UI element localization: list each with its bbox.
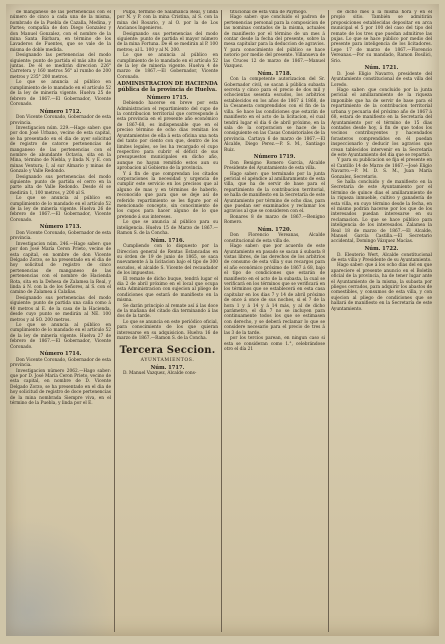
notice-number-heading: Núm. 1717. [150,364,185,371]
notice-number-heading: Número 1719. [253,154,296,161]
notice-number-heading: Número 1713. [39,224,82,231]
paragraph: Don Vicente Coronado, Gobernador de esta provincia. [10,115,111,126]
notice-number-heading: Número 1712. [39,108,82,115]
column-3 [224,10,325,632]
newspaper-page [6,4,439,636]
notice-number-heading: Núm. 1720. [257,226,292,233]
paragraph: Y para su publicacion se fija el presente en el Cantillo 14 de Marzo de 1867.—José Eligio Navarro.—P. M. D. S. M., Juan María Gonzalez, Secretario. [331,158,432,180]
notice-number-heading: Núm. 1718. [257,70,292,77]
paragraph: Bonares 8 de marzo de 1867.—Benigno Romero. [224,214,325,226]
paragraph: D. Manuel Vazquez, Alcalde cons- [123,371,197,377]
paragraph: Se halla concluido y de manifiesto en la Secretaría de este Ayuntamiento por el término de quince dias el amillaramiento de la riqueza inmueble, cultivo y ganadería de esta villa, en cuyo término desde la fecha, en el mismo podrán hacerse por los que de los interesados puedan interesarse en su reclamacion. Lo que se hace público para inteligencia de los interesados. Zalamea la Real 18 de marzo de 1867.—El Alcalde, Manuel García Castilla.—El Secretario accidental, Domingo Vázquez Macías. [331,179,432,245]
column-rule [328,10,329,632]
office-heading: ADMINISTRACION DE HACIENDA pública de la provincia de Huelva. [117,81,218,94]
paragraph: titucional de esta villa de Paymogo. [230,10,308,15]
notice-number-heading: Número 1715. [146,94,189,101]
paragraph: Debiendo hacerse en breve por esta Administracion el repartimiento del cupo de la contribucion territorial que corresponde á esta provincia en el presente año económico de 1867-68, es indispensable que en el preciso término de ocho dias remitan los Ayuntamientos de ella á esta oficina una nota del tanto por ciento con que, dentro de los limites legales, se les ha recargado el cupo respectivo para cubrir el déficit de sus presupuestos municipales en dicho año, aunque no hayan remitido estos aun su aprobacion al Gobierno de la provincia. [117,101,218,172]
paragraph: Designando las pertenencias del modo siguiente: punto de partida el más alto de las juntas. De él se medirán direccion 226° Carretera y 160 metros 56° al rumbo de 200 metros y 235° 200 metros. [10,53,111,80]
paragraph: Don Vicente Coronado, Gobernador de esta provincia. [10,231,111,242]
paragraph: por los tercios parean, en ningun caso si esta se consideran como 1.°, celebrándose otro el día 21 [224,336,325,352]
paragraph: Designando sus pertenencias del modo siguiente: punto de partida el mayor número de la mina Fortuna. De él se medirán al P. 100 metros; al L. 100 y al N. 200. [117,31,218,53]
paragraph: D. José Eligio Navarro, presidente del Ayuntamiento constitucional de esta villa del Loredo. [331,71,432,88]
paragraph: Lo que se anuncia al público en cumplimiento de lo mandado en el artículo 52 de la ley de minería vigente. Huelva 25 de febrero de 1867.—El Gobernador, Vicente Coronado. [10,80,111,107]
paragraph: Se darán principio al remate así á las doce de la mañana del citado dia terminando á las dos de la tarde. [117,303,218,320]
paragraph: de manganeso de las pertenencias con el número de cinco a cada una de la misma, nombrado de la Puebla de Cazalla, Medina, y Partes; compañía de don Diego Gonzalez y don Manuel Gonzalez, con el nombre de la mina Santa Bárbara, en término de los Lavaderos de Fuentes, que se vale de la misma de doble medida. [10,10,111,53]
paragraph: Investigacion núm. 246.—Hago saber: que por don José María Ceron Prieto, vecino de esta capital, en nombre de don Vicente Delgado Zorzo, se ha presentado en el dia de hoy solicitud de registro de cinco pertenencias de manganeso de las pertenencias con el nombre de Hacienda Rota, sita en la Dehesa de Zalamea la Real, y linda á N. con la de los Señores, al S. con el camino de Zalamea á Calañas. [10,241,111,296]
notice-number-heading: Núm. 1722. [364,246,399,253]
paragraph: Don Florencio Vereanas, Alcalde constitucional de esta villa de. [224,233,325,244]
column-rule [114,10,115,632]
paragraph: Y á fin de que comprendan los citados corporaciones la necesidad y urgencia de cumplir este servicio en los precisos que al alguno de mas y en términos de haberlo, reconocido que para que se deje así de referido repartimiento se les figure por el mencionado concepto, sin conocimiento de los cupos para hacer alguno de lo que pretende á sus intereses. [117,171,218,220]
column-rule [221,10,222,632]
paragraph: de dicho mes á la misma hora y en el propio sitio. También se admitirán proposiciones establecidas depositar en arca municipal el 5 por 100 del caso del tipo del remate de los tres que puedan admitirse las pujas. Lo que se hace público por medio del presente para inteligencia de los licitadores. Lepe 17 de marzo de 1867.—Florencio Vereanas.—Por su mandado, Ramon Bosilici, Srio. [331,10,432,64]
paragraph: Hago saber: que terminado por la junta pericial el apéndice al amillaramiento de esta villa, que ha de servir de base para el repartimiento de la contribucion territorial, se halla de manifiesto en la Secretaría de este Ayuntamiento por término de ocho dias, para que puedan ser examinados y reclamar los agravios al que se consideren con el. [224,171,325,215]
notice-number-heading: Número 1714. [39,351,82,358]
paragraph: Investigacion número 2062.—Hago saber: que por D. José María Ceron Prieto, vecino de esta capital, en nombre de D. Vicente Delgado Zorzo, se ha presentado en el dia de hoy solicitud de registro de doce pertenencias de la mina nombrada Siempre viva, en el término de la Puebla, y linda por el E. [10,368,111,406]
paragraph: Investigacion núm. 229.—Hago saber: que por don José Urbano, vecino de esta capital, se ha presentado en el dia de ayer solicitud de registro de catorce pertenencias de manganeso de las pertenencias con el nombre de abundante Octavia, sita en la Mina, término de Niebla, y linda N. y E. con minas Ventura; I, al sur Almario y minas de Gonzalo y Valle Redondo. [10,125,111,175]
paragraph: Hago saber: que concluido por la junta pericial el amillaramiento de la riqueza imponible que ha de servir de base para el repartimiento de la contribucion territorial urbana y pecuaria del próximo año de 1867 á 68, estará de manifiesto en la Secretaría del Ayuntamiento por el término de 15 dias contados desde hoy, á fin de que todos los vecinos contribuyentes y hacendados forasteros comprendidos en él puedan inspeccionarlo y deducir los agravios que crean tablecidos intervenir en la Secretaría de este Ayuntamiento del dia que se repartió. [331,88,432,158]
notice-number-heading: Núm. 1721. [364,65,399,72]
section-title: Tercera Seccion. [119,344,216,356]
paragraph: Cumpliendo con lo dispuesto por la Direccion general de Rentas Estancadas en su órden de 19 de junio de 1865, se saca nuevamente á la licitacion bajo el tipo de 300 escudos, el alcalde S. Vicente del recaudador de los impuestos. [117,244,218,277]
paragraph: Don Benigno Romero García, Alcalde Presidente del Ayuntamiento de esta villa. [224,160,325,172]
paragraph: Pulpa, término de Salamanca Real, y linda por N. y P. con la mina Cristina, al S. con la mina del Rosario, y al O. por la de Los Ancianos Ingenieros. [117,10,218,32]
column-2 [117,10,218,632]
paragraph: Hago saber: que concluido el padron de pertenencias personal para la composicion de las nominas contados de la misma, actuales de manifiesto por el término de un mes á contar desde la fecha del presente, sobre la mesa capitular para la deduccion de agravios. Y para conocimiento del público se hace notorio por medio del presente. Villanueva de las Cruces 12 de marzo de 1867.—Manuel Vazquez. [224,15,325,70]
paragraph: Hago saber: que á los ocho dias del en que apareciere el presente anuncio en el Boletín oficial de la provincia, ha de tener lugar ante el Ayuntamiento de la misma, la subasta por pliegos cerrados, para adquirir los abastos de comestibles, y consumos de esta villa, y con sujecion al pliego de condiciones que se hallará de manifiesto en la Secretaría de este Ayuntamiento. [331,263,432,312]
paragraph: Lo que se anuncia al público en cumplimiento de lo mandado en el artículo 52 de la ley de minería vigente. Huelva 4 de marzo de 1867.—El Gobernador, Vicente Coronado. [117,53,218,80]
paragraph: El remate de dicho buque, tendrá lugar el dia 2 de abril próximo en el local que ocupa esta Administracion con sujecion al pliego de condiciones que estará de manifiesto en la misma. [117,276,218,304]
paragraph: Don Vicente Coronado, Gobernador de esta provincia. [10,357,111,369]
paragraph: Con la competente autorizacion del Sr. Gobernador civil, se sacan á pública subasta secreta y cinco para el precio de dos mil y ochocientas sesenta escudos, los arbitrios establecidos en los años de 1867 á 1868, de la Cesanesta comprendidos con el fin de la villa. Se hace las condiciones que estarán de manifiesto en el acto de la licitacion, el cual tendrá lugar el dia 6 de abril próximo, en la sala de la corporacion se hace de la consiguiente en las Casas Consistoriales de la provincia. Cartaya 6 de marzo de 1867.—El Alcalde, Diego Perez.—P. S. M., Santiago Ruiz. [224,77,325,153]
column-4 [331,10,432,632]
paragraph: Hago saber: que por acuerdo de este Ayuntamiento en pasado se sacan á subasta 8 vistas libres, de las derechos de los arbitrios de consumo de esta villa y sus recargos para el año económico próximo de 1867 á 68, bajo el tipo de condiciones que estarán de manifiesto en el acto de la subasta, la cual se verificará en los términos que se verificará en los términos que se establecerá en esta casa capitular en los dias 7 y 14 de abril próximo de once á once de sus noches, si el 7 de la hora 1 y á 14 y á 14 más, y al de dicho parámetro, el dia 7 no se incluyen para continuamente todos los que se estimasen con derecho, y se deberá reclamar lo que se considere necesario para el precio de tres á las 3 de la tarde. [224,244,325,336]
paragraph: Designando sus pertenencias del modo siguiente: punto de partida una caña como á 40 metros al E. de la casa de la Hacienda, desde cuyo punto se medirán al NE. 100 metros y al SO. 200 metros. [10,295,111,323]
section-subtitle: AYUNTAMIENTOS. [140,357,195,363]
paragraph: Lo que se anuncia en este periódico oficial, para conocimiento de los que quieran interesarse en su adquisicion. Huelva 16 de marzo de 1867.—Ramon S. de la Concha. [117,319,218,342]
paragraph: Lo que se anuncia al público en cumplimiento de lo mandado en el artículo 52 de la ley de minería vigente. Huelva 26 de febrero de 1867.—El Gobernador, Vicente Coronado. [10,196,111,223]
paragraph: Lo que se anuncia al público en cumplimiento de lo mandado en el artículo 52 de la ley de minería vigente. Huelva 27 de febrero de 1867.—El Gobernador, Vicente Coronado. [10,322,111,350]
column-1 [10,10,111,632]
paragraph: D. Eleuterio Wert, Alcalde constitucional de esta villa y Presidente de su Ayuntamiento. [331,252,432,264]
paragraph: Designando sus pertenencias del modo siguiente: punto de partida el cerro en la parte alta de Valle Redondo. Desde él se medirán 1, 100 metros, y 200 al S. [10,174,111,196]
notice-number-heading: Núm. 1716. [150,237,185,244]
paragraph: Lo que se anuncia al público para su inteligencia. Huelva 15 de Marzo de 1867.—Ramon S. de la Concha. [117,220,218,236]
